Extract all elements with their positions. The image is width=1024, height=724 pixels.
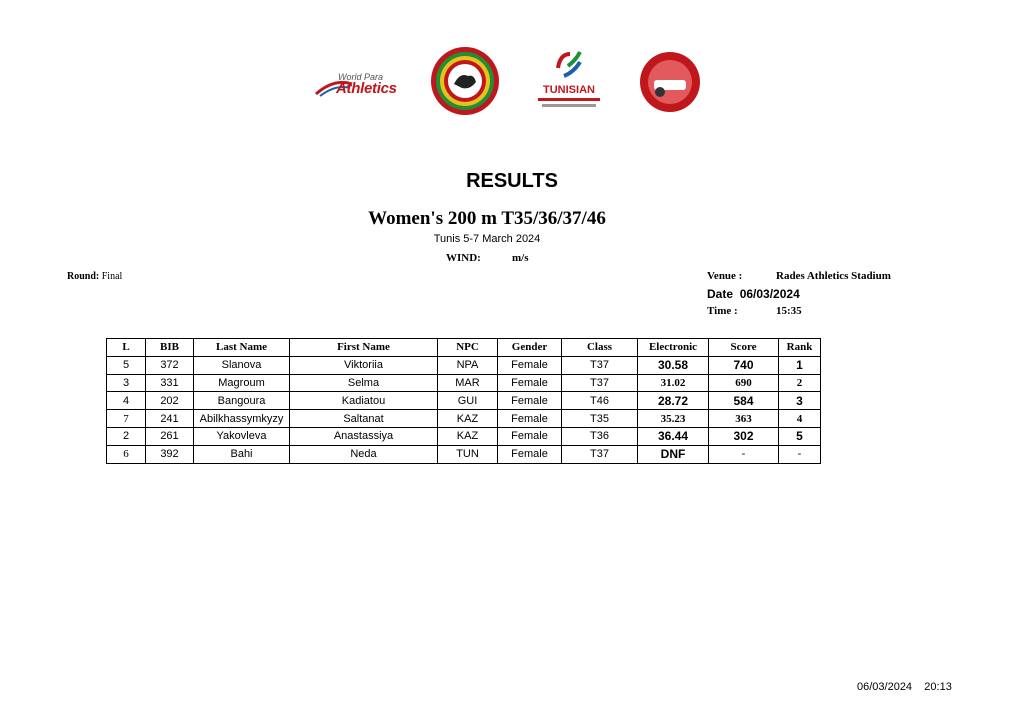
round-value: Final	[101, 271, 123, 282]
cell-first-name: Viktoriia	[290, 356, 438, 374]
cell-first-name: Selma	[290, 374, 438, 392]
logo-text-line2: Athletics	[336, 80, 397, 97]
cell-npc: MAR	[438, 374, 498, 392]
world-para-athletics-logo	[308, 46, 408, 116]
event-title: Women's 200 m T35/36/37/46	[368, 208, 606, 229]
tunisian-paralympic-logo	[532, 46, 602, 116]
cell-class: T37	[562, 374, 638, 392]
cell-score: 690	[709, 374, 779, 392]
col-header-last-name: Last Name	[194, 339, 290, 357]
cell-score: 740	[709, 356, 779, 374]
national-emblem-logo	[428, 44, 502, 118]
date-value: 06/03/2024	[739, 287, 800, 301]
cell-last-name: Magroum	[194, 374, 290, 392]
table-row	[107, 410, 821, 428]
sponsor-logos	[308, 46, 728, 116]
cell-class: T35	[562, 410, 638, 428]
cell-last-name: Abilkhassymkyzy	[194, 410, 290, 428]
cell-last-name: Bangoura	[194, 392, 290, 410]
cell-lane: 7	[107, 410, 146, 428]
cell-gender: Female	[498, 445, 562, 463]
print-timestamp	[857, 681, 952, 693]
cell-score: 302	[709, 427, 779, 445]
round-info	[67, 271, 122, 282]
table-row	[107, 427, 821, 445]
table-row	[107, 392, 821, 410]
cell-lane: 3	[107, 374, 146, 392]
cell-electronic: 36.44	[638, 427, 709, 445]
cell-bib: 331	[146, 374, 194, 392]
cell-npc: KAZ	[438, 427, 498, 445]
meet-logo	[638, 50, 702, 114]
page-title: RESULTS	[466, 170, 558, 192]
col-header-class: Class	[562, 339, 638, 357]
cell-score: 363	[709, 410, 779, 428]
cell-lane: 4	[107, 392, 146, 410]
footer-date: 06/03/2024	[857, 681, 913, 693]
venue-value: Rades Athletics Stadium	[776, 270, 891, 282]
cell-rank: 5	[779, 427, 821, 445]
table-row	[107, 374, 821, 392]
col-header-electronic: Electronic	[638, 339, 709, 357]
col-header-rank: Rank	[779, 339, 821, 357]
cell-electronic: DNF	[638, 445, 709, 463]
wind-label: WIND:	[446, 252, 481, 264]
col-header-first-name: First Name	[290, 339, 438, 357]
logo-bar-red	[538, 98, 600, 101]
logo-text: TUNISIAN	[543, 84, 595, 96]
cell-lane: 6	[107, 445, 146, 463]
cell-first-name: Saltanat	[290, 410, 438, 428]
cell-electronic: 28.72	[638, 392, 709, 410]
cell-npc: NPA	[438, 356, 498, 374]
cell-last-name: Bahi	[194, 445, 290, 463]
cell-score: -	[709, 445, 779, 463]
cell-gender: Female	[498, 410, 562, 428]
cell-bib: 261	[146, 427, 194, 445]
cell-lane: 2	[107, 427, 146, 445]
results-table	[106, 338, 821, 464]
col-header-npc: NPC	[438, 339, 498, 357]
cell-bib: 372	[146, 356, 194, 374]
cell-gender: Female	[498, 427, 562, 445]
table-header-row	[107, 339, 821, 357]
date-info	[707, 287, 800, 301]
venue-label: Venue :	[707, 270, 743, 282]
cell-last-name: Yakovleva	[194, 427, 290, 445]
cell-rank: 3	[779, 392, 821, 410]
cell-gender: Female	[498, 374, 562, 392]
cell-electronic: 30.58	[638, 356, 709, 374]
cell-npc: KAZ	[438, 410, 498, 428]
cell-gender: Female	[498, 356, 562, 374]
cell-gender: Female	[498, 392, 562, 410]
cell-class: T46	[562, 392, 638, 410]
col-header-lane: L	[107, 339, 146, 357]
ring-emblem-icon	[428, 44, 502, 118]
time-label: Time :	[707, 305, 738, 317]
cell-rank: 1	[779, 356, 821, 374]
cell-class: T37	[562, 356, 638, 374]
cell-class: T37	[562, 445, 638, 463]
cell-bib: 392	[146, 445, 194, 463]
cell-electronic: 31.02	[638, 374, 709, 392]
cell-npc: TUN	[438, 445, 498, 463]
cell-rank: -	[779, 445, 821, 463]
cell-electronic: 35.23	[638, 410, 709, 428]
col-header-score: Score	[709, 339, 779, 357]
cell-bib: 202	[146, 392, 194, 410]
cell-rank: 4	[779, 410, 821, 428]
logo-bar-grey	[542, 104, 596, 107]
table-row	[107, 356, 821, 374]
meet-emblem-icon	[638, 50, 702, 114]
cell-score: 584	[709, 392, 779, 410]
cell-bib: 241	[146, 410, 194, 428]
event-dates: Tunis 5-7 March 2024	[433, 233, 541, 245]
agitos-icon	[554, 48, 584, 80]
cell-first-name: Kadiatou	[290, 392, 438, 410]
col-header-bib: BIB	[146, 339, 194, 357]
cell-first-name: Neda	[290, 445, 438, 463]
footer-time: 20:13	[924, 681, 952, 693]
round-label: Round:	[67, 271, 100, 282]
wind-unit: m/s	[512, 252, 529, 264]
cell-lane: 5	[107, 356, 146, 374]
time-value: 15:35	[776, 305, 802, 317]
cell-first-name: Anastassiya	[290, 427, 438, 445]
table-row	[107, 445, 821, 463]
col-header-gender: Gender	[498, 339, 562, 357]
cell-last-name: Slanova	[194, 356, 290, 374]
cell-npc: GUI	[438, 392, 498, 410]
cell-rank: 2	[779, 374, 821, 392]
cell-class: T36	[562, 427, 638, 445]
logo-text-line1: World Para	[338, 72, 384, 82]
date-label: Date	[707, 287, 734, 301]
